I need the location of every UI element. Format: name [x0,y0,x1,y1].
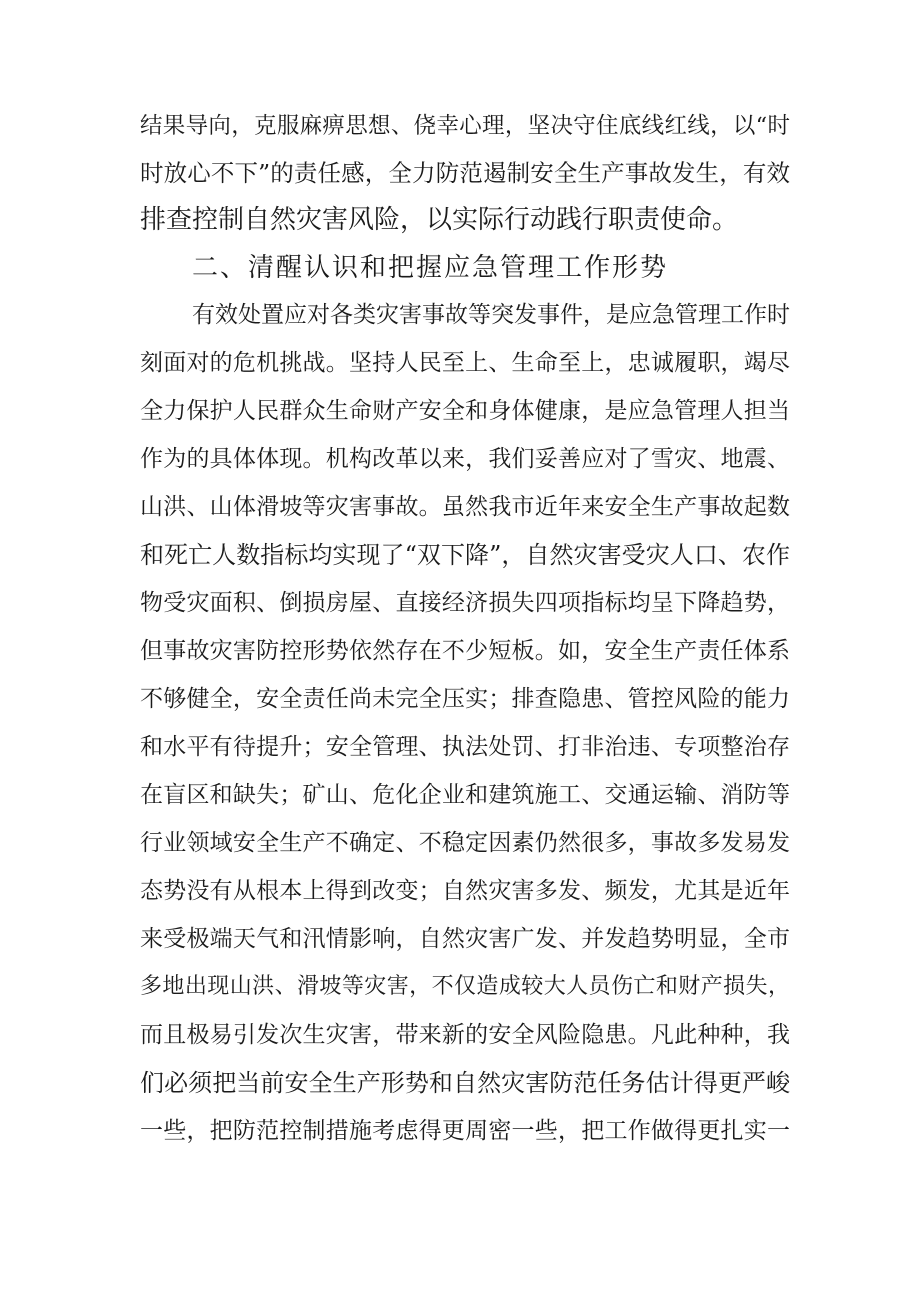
text-line: 作为的具体体现。机构改革以来，我们妥善应对了雪灾、地震、 [140,446,790,472]
text-line: 有效处置应对各类灾害事故等突发事件，是应急管理工作时 [192,302,790,328]
text-line: 物受灾面积、倒损房屋、直接经济损失四项指标均呈下降趋势， [140,590,790,616]
text-line: 时放心不下”的责任感，全力防范遏制安全生产事故发生，有效 [140,159,790,187]
text-line: 态势没有从根本上得到改变；自然灾害多发、频发，尤其是近年 [140,878,790,904]
text-line: 山洪、山体滑坡等灾害事故。虽然我市近年来安全生产事故起数 [140,494,790,520]
text-line: 刻面对的危机挑战。坚持人民至上、生命至上，忠诚履职，竭尽 [140,350,790,376]
text-line: 但事故灾害防控形势依然存在不少短板。如，安全生产责任体系 [140,638,790,664]
text-line: 在盲区和缺失；矿山、危化企业和建筑施工、交通运输、消防等 [140,782,790,808]
text-line: 结果导向，克服麻痹思想、侥幸心理，坚决守住底线红线，以“时 [140,113,790,139]
text-line: 来受极端天气和汛情影响，自然灾害广发、并发趋势明显，全市 [140,926,790,952]
text-line: 一些，把防范控制措施考虑得更周密一些，把工作做得更扎实一 [140,1118,790,1144]
text-line: 多地出现山洪、滑坡等灾害，不仅造成较大人员伤亡和财产损失， [140,974,790,999]
text-line: 排查控制自然灾害风险，以实际行动践行职责使命。 [140,205,739,235]
text-line: 行业领域安全生产不确定、不稳定因素仍然很多，事故多发易发 [140,830,790,856]
text-line: 和死亡人数指标均实现了“双下降”，自然灾害受灾人口、农作 [140,541,790,569]
section-heading: 二、清醒认识和把握应急管理工作形势 [192,253,669,283]
text-line: 和水平有待提升；安全管理、执法处罚、打非治违、专项整治存 [140,734,790,760]
text-line: 而且极易引发次生灾害，带来新的安全风险隐患。凡此种种，我 [140,1022,790,1048]
text-line: 们必须把当前安全生产形势和自然灾害防范任务估计得更严峻 [140,1069,790,1097]
text-line: 全力保护人民群众生命财产安全和身体健康，是应急管理人担当 [140,398,790,424]
text-line: 不够健全，安全责任尚未完全压实；排查隐患、管控风险的能力 [140,686,790,712]
